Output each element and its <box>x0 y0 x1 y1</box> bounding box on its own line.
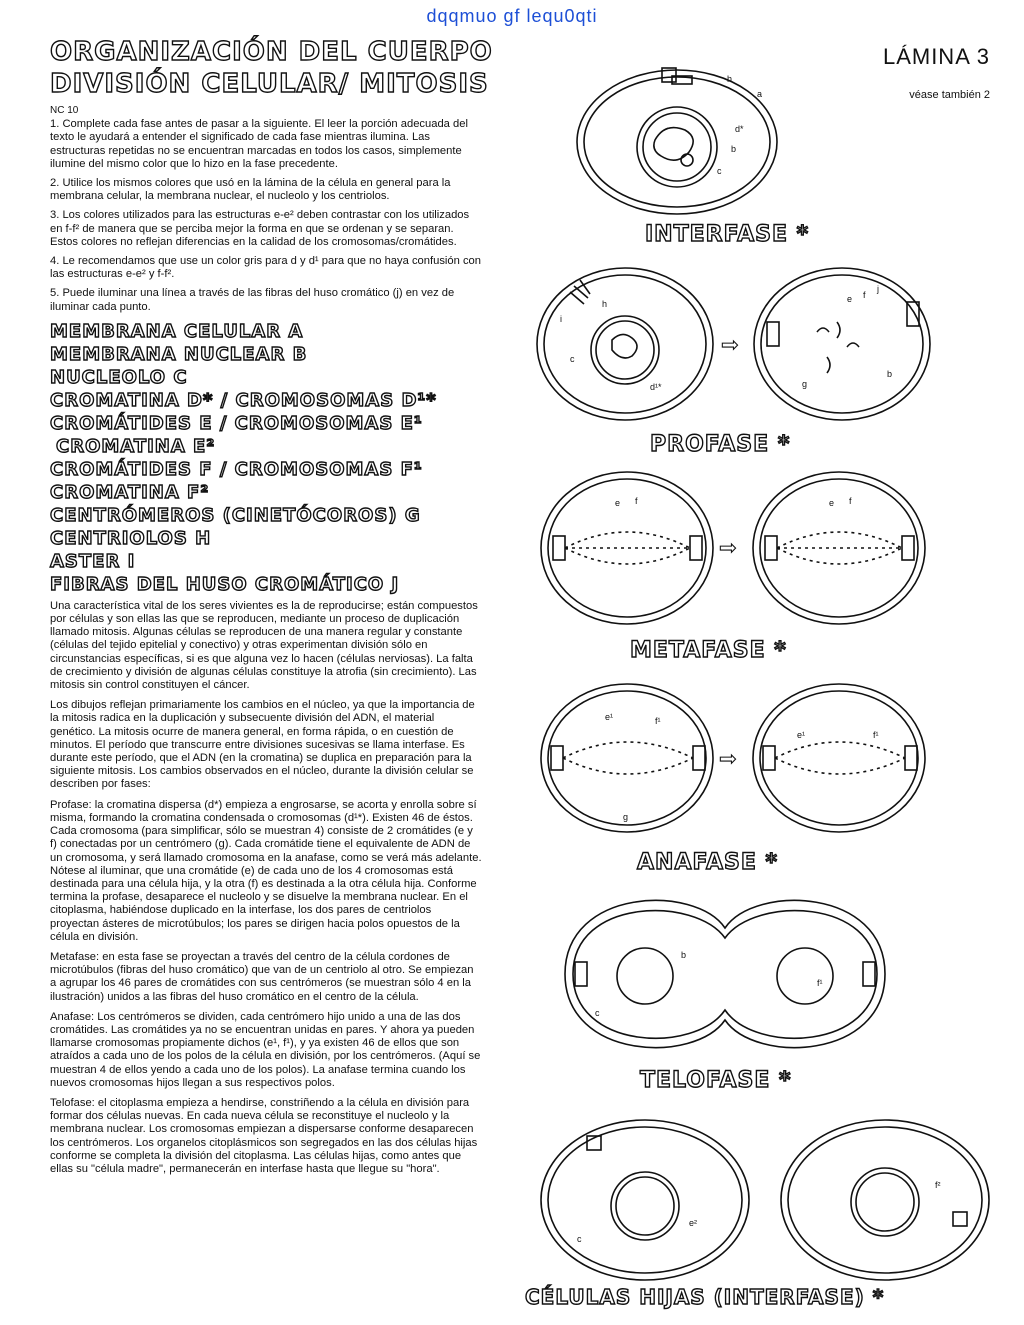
label-c: c <box>577 1234 582 1244</box>
label-e1: e¹ <box>605 712 614 722</box>
legend-item: MEMBRANA NUCLEAR B <box>50 343 308 365</box>
instruction-2: 2. Utilice los mismos colores que usó en la lámina de la célula en general para la membrana celular, la membrana nuclear, el nucleolo y los centriolos. <box>50 177 451 203</box>
label-f: f <box>863 290 866 300</box>
title-line-1: ORGANIZACIÓN DEL CUERPO <box>50 37 493 67</box>
legend-item: CENTRIOLOS H <box>50 527 212 549</box>
paragraph-drawings: Los dibujos reflejan primariamente los cambios en el núcleo, ya que la importancia de la mitosis radica en la duplicación y subsecuente división del ADN, el material genético. La mitosis ocurre de manera general, en forma rápida, o en cuestión de minutos. El período que transcurre entre divisiones sucesivas se llama interfase. Es durante este período, que el ADN (en la cromatina) se duplica en preparación para la siguiente mitosis. Los cambios observados en el núcleo, durante la división celular se describen por fases: <box>50 699 475 791</box>
legend-item: CROMÁTIDES F / CROMOSOMAS F¹ <box>50 458 423 480</box>
phase-label-interfase: INTERFASE * <box>645 222 810 247</box>
header-watermark: dqqmuo gf lequ0qti <box>426 6 598 26</box>
legend-item: CENTRÓMEROS (CINETÓCOROS) G <box>50 504 421 526</box>
legend-item: CROMATINA F² <box>50 481 210 503</box>
label-c: c <box>595 1008 600 1018</box>
label-d1: d¹* <box>650 382 662 392</box>
phase-label-hijas: CÉLULAS HIJAS (INTERFASE) * <box>525 1285 885 1309</box>
label-f1: f¹ <box>655 716 661 726</box>
diagram-column <box>525 0 1024 1325</box>
daughter-cells-diagram <box>525 1116 1024 1286</box>
page-title <box>50 36 493 100</box>
nc-label: NC 10 <box>50 105 79 116</box>
instructions <box>50 118 482 314</box>
label-d: d* <box>735 124 744 134</box>
paragraph-anafase: Anafase: Los centrómeros se dividen, cada centrómero hijo unido a una de las dos cromátides. Las cromátides ya no se encuentran unidas en pares. Y ahora ya pueden llamarse cromosomas propiamente dichos (e¹, f¹), y ya existen 46 de ellos que son atraídos a cada uno de los polos de la célula en división, por los centrómeros. (Aquí se muestran 4 de ellos yendo a cada uno de los polos). La anafase termina cuando los nuevos cromosomas hijos llegan a sus respectivos polos. <box>50 1010 481 1089</box>
legend-item: ASTER I <box>50 550 136 572</box>
label-g: g <box>623 812 629 822</box>
label-h: h <box>602 299 608 309</box>
label-f1: f¹ <box>817 978 823 988</box>
instruction-5: 5. Puede iluminar una línea a través de las fibras del huso cromático (j) en vez de iluminar cada punto. <box>50 287 455 313</box>
plate-number: LÁMINA 3 <box>882 44 990 69</box>
legend-item: MEMBRANA CELULAR A <box>50 320 304 342</box>
instruction-1: 1. Complete cada fase antes de pasar a la siguiente. El leer la porción adecuada del texto le ayudará a entender el significado de cada fase mientras ilumina. Las estructuras repetidas no se encuentran marcadas en todos los casos, simplemente ilumine del mismo color que lo hizo en la fase precedente. <box>50 118 468 170</box>
label-h: h <box>727 74 733 84</box>
anafase-cell-2 <box>747 678 932 838</box>
legend-item: NUCLEOLO C <box>50 366 188 388</box>
body-text <box>50 600 482 1176</box>
metafase-cell-2 <box>747 466 932 631</box>
color-legend <box>50 320 482 596</box>
label-f: f <box>635 496 638 506</box>
interfase-cell-diagram <box>567 62 787 222</box>
arrow-profase: ⇨ <box>721 332 740 357</box>
arrow-metafase: ⇨ <box>719 535 738 560</box>
anafase-cell-1 <box>535 678 720 838</box>
metafase-cell-1 <box>535 466 720 631</box>
legend-item: CROMATINA D* / CROMOSOMAS D¹* <box>50 389 437 411</box>
label-e1: e¹ <box>797 730 806 740</box>
arrow-anafase: ⇨ <box>719 746 738 771</box>
label-c: c <box>717 166 722 176</box>
paragraph-intro: Una característica vital de los seres vivientes es la de reproducirse; están compuestos por células y son ellas las que se reproducen, mediante un proceso de duplicación llamado mitosis. Algunas células se reproducen de una manera regular y constante (células del tejido epitelial y conectivo) y otras experimentan división sólo en circunstancias específicas, si es que alguna vez lo hacen (células nerviosas). La falta de crecimiento y división de algunas células constituye la atrofia (sin crecimiento). Las mitosis sin control constituyen el cáncer. <box>50 599 478 692</box>
label-f2: f² <box>935 1180 941 1190</box>
paragraph-metafase: Metafase: en esta fase se proyectan a través del centro de la célula cordones de microtúbulos (fibras del huso cromático) que van de un centriolo al otro. Se empiezan a agrupar los 46 pares de cromátides con sus centrómeros (se muestran sólo 4 en la ilustración) unidos a las fibras del huso cromático en el centro de la célula. <box>50 950 474 1003</box>
label-g: g <box>802 379 808 389</box>
phase-label-telofase: TELOFASE * <box>640 1068 792 1093</box>
telofase-cell-diagram <box>555 888 895 1060</box>
label-e: e <box>615 498 621 508</box>
label-e2: e² <box>689 1218 698 1228</box>
label-e: e <box>829 498 835 508</box>
title-line-2: DIVISIÓN CELULAR/ MITOSIS <box>50 69 489 99</box>
legend-item: CROMÁTIDES E / CROMOSOMAS E¹ <box>50 412 423 434</box>
label-j: j <box>877 284 879 294</box>
phase-label-anafase: ANAFASE * <box>637 850 779 875</box>
phase-label-profase: PROFASE * <box>650 432 791 457</box>
label-f: f <box>849 496 852 506</box>
profase-cell-1 <box>530 262 720 427</box>
phase-label-metafase: METAFASE * <box>630 638 787 663</box>
label-a: a <box>757 89 763 99</box>
label-b: b <box>887 369 893 379</box>
profase-cell-2 <box>747 262 937 427</box>
label-c: c <box>570 354 575 364</box>
label-i: i <box>560 314 562 324</box>
instruction-3: 3. Los colores utilizados para las estructuras e-e² deben contrastar con los utilizados en f-f² de manera que se perciba mejor la forma en que se ordenan y se separan. Estos colores no reflejan diferencias en la calidad de los cromosomas/cromátides. <box>50 209 470 248</box>
label-f1: f¹ <box>873 730 879 740</box>
left-column <box>50 104 482 1183</box>
instruction-4: 4. Le recomendamos que use un color gris para d y d¹ para que no haya confusión con las estructuras e-e² y f-f². <box>50 255 481 281</box>
legend-item: CROMATINA E² <box>56 435 216 457</box>
label-e: e <box>847 294 853 304</box>
paragraph-profase: Profase: la cromatina dispersa (d*) empieza a engrosarse, se acorta y enrolla sobre sí misma, formando la cromatina condensada o cromosomas (d¹*). Existen 46 de éstos. Cada cromosoma (para simplificar, sólo se muestran 4) consiste de 2 cromátides (e y f) conectadas por un centrómero (g). Cada cromátide tiene el equivalente de ADN de un cromosoma, y será llamado cromosoma en la anafase, como se verá más adelante. Nótese al iluminar, que una cromátide (e) de cada uno de los 4 cromosomas está destinada para una célula hija, y la otra (f) es destinada a la otra célula hija. Conforme termina la profase, desaparece el nucleolo y se disuelve la membrana nuclear. En el citoplasma, habiéndose duplicado en la interfase, los dos pares de centriolos proyectan ásteres de microtúbulos; los pares se dirigen hacia polos opuestos de la célula en división. <box>50 798 482 943</box>
label-b: b <box>681 950 687 960</box>
label-b: b <box>731 144 737 154</box>
legend-item: FIBRAS DEL HUSO CROMÁTICO J <box>50 573 400 595</box>
paragraph-telofase: Telofase: el citoplasma empieza a hendirse, constriñendo a la célula en división para formar dos células nuevas. En cada nueva célula se reconstituye el nucleolo y la membrana nuclear. Los cromosomas empiezan a dispersarse conforme desaparecen los centrómeros. Los organelos citoplásmicos son segregados en las dos células hijas conforme se completa la división del citoplasma. Las células hijas, como antes que ellas su "célula madre", permanecerán en interfase hasta que llegue su "hora". <box>50 1096 478 1175</box>
see-also: véase también 2 <box>909 89 990 101</box>
